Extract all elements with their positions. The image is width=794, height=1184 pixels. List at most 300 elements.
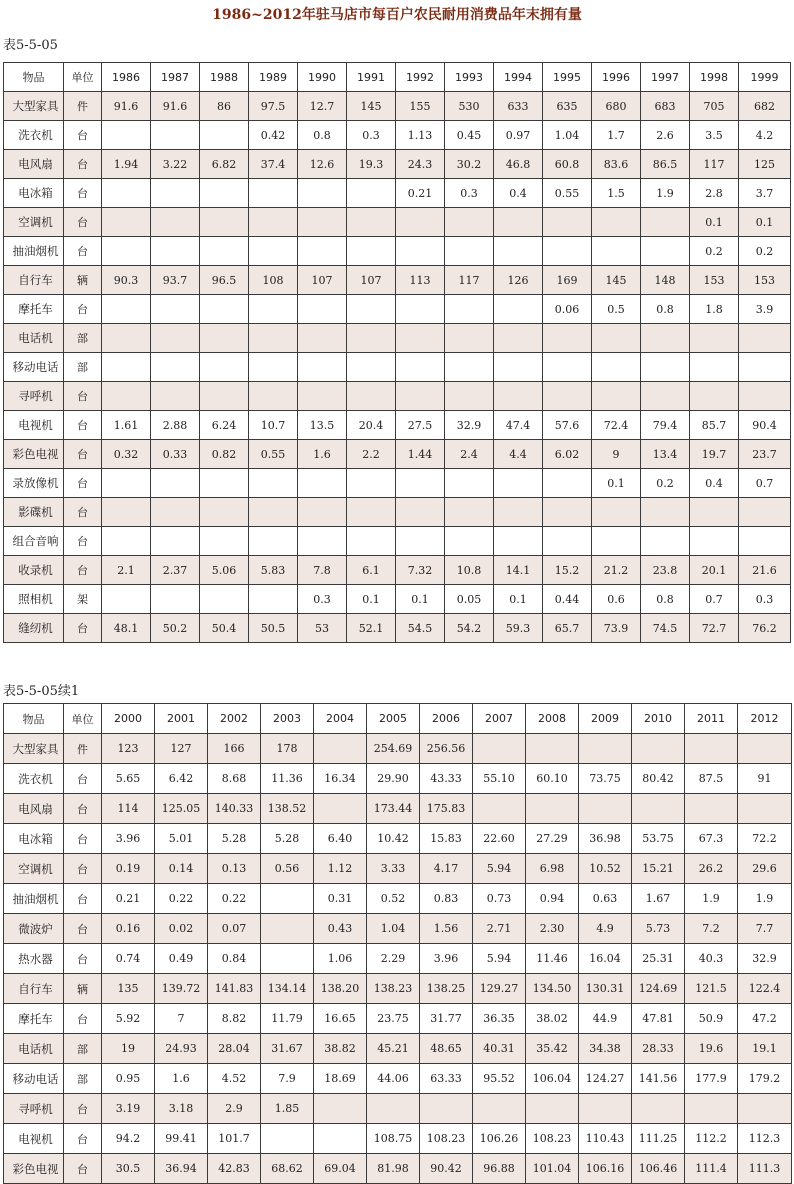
value-cell: 0.05 <box>445 585 494 614</box>
item-unit: 台 <box>64 382 102 411</box>
value-cell: 3.7 <box>739 179 791 208</box>
value-cell <box>543 382 592 411</box>
value-cell <box>298 179 347 208</box>
value-cell: 124.27 <box>579 1064 632 1094</box>
value-cell <box>738 1094 792 1124</box>
header-year: 1997 <box>641 63 690 92</box>
value-cell: 19.1 <box>738 1034 792 1064</box>
value-cell: 72.2 <box>738 824 792 854</box>
item-unit: 台 <box>64 854 102 884</box>
value-cell: 0.3 <box>298 585 347 614</box>
value-cell: 0.1 <box>739 208 791 237</box>
value-cell: 123 <box>102 734 155 764</box>
item-unit: 部 <box>64 1064 102 1094</box>
value-cell <box>347 527 396 556</box>
value-cell: 35.42 <box>526 1034 579 1064</box>
value-cell: 0.5 <box>592 295 641 324</box>
value-cell: 106.16 <box>579 1154 632 1184</box>
value-cell <box>445 237 494 266</box>
value-cell: 22.60 <box>473 824 526 854</box>
value-cell <box>102 498 151 527</box>
value-cell: 15.83 <box>420 824 473 854</box>
value-cell: 0.42 <box>249 121 298 150</box>
value-cell: 0.82 <box>200 440 249 469</box>
value-cell <box>261 914 314 944</box>
value-cell <box>102 382 151 411</box>
table-row <box>4 944 792 974</box>
value-cell: 69.04 <box>314 1154 367 1184</box>
value-cell <box>685 794 738 824</box>
value-cell: 138.20 <box>314 974 367 1004</box>
value-cell: 117 <box>445 266 494 295</box>
value-cell: 113 <box>396 266 445 295</box>
value-cell: 1.67 <box>632 884 685 914</box>
value-cell: 86 <box>200 92 249 121</box>
value-cell: 80.42 <box>632 764 685 794</box>
value-cell <box>151 179 200 208</box>
value-cell: 139.72 <box>155 974 208 1004</box>
header-year: 1990 <box>298 63 347 92</box>
value-cell: 111.25 <box>632 1124 685 1154</box>
header-year: 2006 <box>420 704 473 734</box>
value-cell: 141.83 <box>208 974 261 1004</box>
value-cell <box>641 527 690 556</box>
value-cell <box>494 498 543 527</box>
value-cell: 178 <box>261 734 314 764</box>
value-cell <box>151 237 200 266</box>
item-unit: 台 <box>64 440 102 469</box>
value-cell: 2.6 <box>641 121 690 150</box>
value-cell: 11.79 <box>261 1004 314 1034</box>
value-cell: 85.7 <box>690 411 739 440</box>
item-name: 热水器 <box>4 944 64 974</box>
value-cell: 34.38 <box>579 1034 632 1064</box>
table-row <box>4 614 791 643</box>
header-year: 2008 <box>526 704 579 734</box>
value-cell: 0.1 <box>396 585 445 614</box>
value-cell: 108.23 <box>420 1124 473 1154</box>
value-cell: 13.5 <box>298 411 347 440</box>
value-cell: 26.2 <box>685 854 738 884</box>
item-unit: 台 <box>64 914 102 944</box>
value-cell: 72.4 <box>592 411 641 440</box>
value-cell <box>632 734 685 764</box>
item-name: 寻呼机 <box>4 382 64 411</box>
value-cell: 15.2 <box>543 556 592 585</box>
value-cell: 38.82 <box>314 1034 367 1064</box>
value-cell: 0.21 <box>102 884 155 914</box>
value-cell <box>298 208 347 237</box>
value-cell: 7.8 <box>298 556 347 585</box>
value-cell: 23.7 <box>739 440 791 469</box>
item-unit: 台 <box>64 884 102 914</box>
value-cell <box>102 121 151 150</box>
value-cell <box>249 179 298 208</box>
value-cell: 2.1 <box>102 556 151 585</box>
item-unit: 台 <box>64 295 102 324</box>
header-item: 物品 <box>4 63 64 92</box>
value-cell: 48.1 <box>102 614 151 643</box>
value-cell: 1.56 <box>420 914 473 944</box>
table-row <box>4 884 792 914</box>
value-cell <box>396 324 445 353</box>
value-cell <box>200 121 249 150</box>
item-unit: 台 <box>64 1094 102 1124</box>
value-cell: 50.5 <box>249 614 298 643</box>
value-cell: 1.13 <box>396 121 445 150</box>
item-name: 影碟机 <box>4 498 64 527</box>
value-cell: 138.25 <box>420 974 473 1004</box>
value-cell: 36.35 <box>473 1004 526 1034</box>
value-cell: 23.75 <box>367 1004 420 1034</box>
table-row <box>4 179 791 208</box>
item-unit: 台 <box>64 794 102 824</box>
value-cell <box>685 1094 738 1124</box>
value-cell: 106.26 <box>473 1124 526 1154</box>
value-cell: 90.4 <box>739 411 791 440</box>
value-cell: 96.88 <box>473 1154 526 1184</box>
value-cell: 1.94 <box>102 150 151 179</box>
value-cell: 110.43 <box>579 1124 632 1154</box>
header-year: 1991 <box>347 63 396 92</box>
header-year: 1996 <box>592 63 641 92</box>
value-cell: 13.4 <box>641 440 690 469</box>
value-cell <box>298 295 347 324</box>
value-cell <box>367 1094 420 1124</box>
value-cell: 50.4 <box>200 614 249 643</box>
value-cell: 54.5 <box>396 614 445 643</box>
value-cell: 6.40 <box>314 824 367 854</box>
header-year: 1987 <box>151 63 200 92</box>
value-cell: 8.68 <box>208 764 261 794</box>
value-cell <box>592 237 641 266</box>
value-cell <box>151 295 200 324</box>
value-cell: 24.93 <box>155 1034 208 1064</box>
header-year: 1999 <box>739 63 791 92</box>
value-cell: 32.9 <box>445 411 494 440</box>
value-cell: 1.06 <box>314 944 367 974</box>
value-cell: 0.06 <box>543 295 592 324</box>
value-cell: 20.1 <box>690 556 739 585</box>
value-cell <box>494 237 543 266</box>
value-cell: 6.02 <box>543 440 592 469</box>
value-cell <box>102 295 151 324</box>
table-row <box>4 469 791 498</box>
table1 <box>3 62 791 643</box>
value-cell <box>151 469 200 498</box>
value-cell: 23.8 <box>641 556 690 585</box>
value-cell <box>314 1124 367 1154</box>
value-cell <box>445 469 494 498</box>
value-cell <box>641 498 690 527</box>
header-unit: 单位 <box>64 63 102 92</box>
value-cell: 2.30 <box>526 914 579 944</box>
value-cell: 0.3 <box>347 121 396 150</box>
value-cell: 0.94 <box>526 884 579 914</box>
value-cell <box>690 353 739 382</box>
value-cell <box>249 498 298 527</box>
value-cell <box>526 734 579 764</box>
value-cell: 0.95 <box>102 1064 155 1094</box>
value-cell: 111.3 <box>738 1154 792 1184</box>
value-cell: 31.67 <box>261 1034 314 1064</box>
value-cell <box>347 179 396 208</box>
value-cell: 20.4 <box>347 411 396 440</box>
value-cell: 21.6 <box>739 556 791 585</box>
value-cell <box>445 208 494 237</box>
table-row <box>4 92 791 121</box>
value-cell: 0.52 <box>367 884 420 914</box>
value-cell: 5.65 <box>102 764 155 794</box>
value-cell: 16.04 <box>579 944 632 974</box>
value-cell: 705 <box>690 92 739 121</box>
value-cell: 2.8 <box>690 179 739 208</box>
item-name: 电风扇 <box>4 794 64 824</box>
value-cell: 4.9 <box>579 914 632 944</box>
item-unit: 件 <box>64 734 102 764</box>
table-row <box>4 734 792 764</box>
value-cell <box>200 237 249 266</box>
value-cell: 0.19 <box>102 854 155 884</box>
table-row <box>4 585 791 614</box>
item-unit: 辆 <box>64 974 102 1004</box>
value-cell: 112.2 <box>685 1124 738 1154</box>
value-cell <box>347 295 396 324</box>
value-cell <box>396 295 445 324</box>
header-item: 物品 <box>4 704 64 734</box>
value-cell <box>494 295 543 324</box>
value-cell: 0.21 <box>396 179 445 208</box>
value-cell <box>632 1094 685 1124</box>
value-cell: 1.5 <box>592 179 641 208</box>
header-row <box>4 63 791 92</box>
table-row <box>4 324 791 353</box>
table-row <box>4 1154 792 1184</box>
item-name: 洗衣机 <box>4 764 64 794</box>
value-cell: 91.6 <box>102 92 151 121</box>
value-cell: 0.73 <box>473 884 526 914</box>
table-row <box>4 498 791 527</box>
value-cell: 173.44 <box>367 794 420 824</box>
value-cell: 108 <box>249 266 298 295</box>
value-cell: 2.37 <box>151 556 200 585</box>
item-name: 移动电话 <box>4 1064 64 1094</box>
table-row <box>4 353 791 382</box>
value-cell: 169 <box>543 266 592 295</box>
value-cell: 29.6 <box>738 854 792 884</box>
value-cell <box>445 527 494 556</box>
value-cell: 7.32 <box>396 556 445 585</box>
item-unit: 台 <box>64 411 102 440</box>
value-cell <box>151 498 200 527</box>
value-cell <box>641 324 690 353</box>
value-cell <box>592 353 641 382</box>
value-cell: 0.13 <box>208 854 261 884</box>
value-cell: 4.2 <box>739 121 791 150</box>
value-cell: 53.75 <box>632 824 685 854</box>
table-row <box>4 1034 792 1064</box>
value-cell: 0.1 <box>690 208 739 237</box>
value-cell: 24.3 <box>396 150 445 179</box>
value-cell: 0.07 <box>208 914 261 944</box>
value-cell <box>739 382 791 411</box>
item-unit: 件 <box>64 92 102 121</box>
header-year: 1994 <box>494 63 543 92</box>
header-year: 1988 <box>200 63 249 92</box>
header-year: 1998 <box>690 63 739 92</box>
value-cell: 28.33 <box>632 1034 685 1064</box>
value-cell <box>151 353 200 382</box>
value-cell: 0.22 <box>208 884 261 914</box>
item-name: 电风扇 <box>4 150 64 179</box>
value-cell: 44.9 <box>579 1004 632 1034</box>
value-cell: 3.9 <box>739 295 791 324</box>
value-cell: 179.2 <box>738 1064 792 1094</box>
value-cell: 7.9 <box>261 1064 314 1094</box>
value-cell: 11.46 <box>526 944 579 974</box>
table-row <box>4 1094 792 1124</box>
value-cell: 5.06 <box>200 556 249 585</box>
value-cell <box>473 734 526 764</box>
value-cell: 0.55 <box>249 440 298 469</box>
value-cell: 59.3 <box>494 614 543 643</box>
value-cell: 55.10 <box>473 764 526 794</box>
value-cell: 145 <box>347 92 396 121</box>
value-cell: 5.01 <box>155 824 208 854</box>
value-cell: 0.32 <box>102 440 151 469</box>
value-cell <box>592 382 641 411</box>
value-cell <box>494 382 543 411</box>
value-cell: 3.5 <box>690 121 739 150</box>
value-cell: 19.7 <box>690 440 739 469</box>
header-year: 1989 <box>249 63 298 92</box>
table-row <box>4 1064 792 1094</box>
value-cell: 16.34 <box>314 764 367 794</box>
value-cell <box>261 944 314 974</box>
value-cell <box>347 353 396 382</box>
value-cell: 52.1 <box>347 614 396 643</box>
item-name: 自行车 <box>4 974 64 1004</box>
value-cell <box>151 382 200 411</box>
value-cell: 91 <box>738 764 792 794</box>
value-cell: 111.4 <box>685 1154 738 1184</box>
value-cell: 94.2 <box>102 1124 155 1154</box>
value-cell <box>347 208 396 237</box>
item-unit: 台 <box>64 824 102 854</box>
value-cell <box>200 295 249 324</box>
value-cell <box>396 237 445 266</box>
value-cell <box>685 734 738 764</box>
value-cell: 1.9 <box>738 884 792 914</box>
value-cell: 5.92 <box>102 1004 155 1034</box>
table2-label: 表5-5-05续1 <box>3 684 80 699</box>
value-cell: 32.9 <box>738 944 792 974</box>
value-cell <box>445 498 494 527</box>
value-cell <box>738 794 792 824</box>
value-cell <box>298 353 347 382</box>
value-cell: 3.19 <box>102 1094 155 1124</box>
table-row <box>4 266 791 295</box>
value-cell: 635 <box>543 92 592 121</box>
value-cell: 47.4 <box>494 411 543 440</box>
item-unit: 台 <box>64 944 102 974</box>
value-cell: 107 <box>347 266 396 295</box>
value-cell <box>347 237 396 266</box>
value-cell: 27.29 <box>526 824 579 854</box>
value-cell: 60.8 <box>543 150 592 179</box>
value-cell: 125.05 <box>155 794 208 824</box>
value-cell <box>543 208 592 237</box>
value-cell: 145 <box>592 266 641 295</box>
value-cell: 3.33 <box>367 854 420 884</box>
value-cell: 42.83 <box>208 1154 261 1184</box>
value-cell: 0.1 <box>494 585 543 614</box>
table-row <box>4 854 792 884</box>
value-cell: 1.61 <box>102 411 151 440</box>
value-cell <box>200 527 249 556</box>
value-cell: 0.63 <box>579 884 632 914</box>
header-year: 2007 <box>473 704 526 734</box>
value-cell: 19.3 <box>347 150 396 179</box>
value-cell <box>347 469 396 498</box>
value-cell <box>249 585 298 614</box>
value-cell <box>592 498 641 527</box>
value-cell: 3.22 <box>151 150 200 179</box>
value-cell <box>151 585 200 614</box>
item-name: 电冰箱 <box>4 824 64 854</box>
item-name: 电冰箱 <box>4 179 64 208</box>
value-cell <box>579 734 632 764</box>
value-cell: 1.04 <box>543 121 592 150</box>
value-cell <box>298 469 347 498</box>
value-cell <box>102 527 151 556</box>
value-cell <box>739 324 791 353</box>
value-cell: 48.65 <box>420 1034 473 1064</box>
item-name: 空调机 <box>4 208 64 237</box>
item-name: 移动电话 <box>4 353 64 382</box>
header-year: 2010 <box>632 704 685 734</box>
value-cell: 6.1 <box>347 556 396 585</box>
value-cell: 2.4 <box>445 440 494 469</box>
value-cell <box>473 794 526 824</box>
value-cell <box>314 734 367 764</box>
value-cell: 0.2 <box>690 237 739 266</box>
value-cell <box>249 353 298 382</box>
value-cell: 0.3 <box>445 179 494 208</box>
value-cell <box>200 585 249 614</box>
value-cell: 73.75 <box>579 764 632 794</box>
value-cell: 134.50 <box>526 974 579 1004</box>
value-cell <box>396 498 445 527</box>
value-cell: 74.5 <box>641 614 690 643</box>
value-cell: 3.18 <box>155 1094 208 1124</box>
item-unit: 台 <box>64 498 102 527</box>
item-unit: 台 <box>64 1124 102 1154</box>
value-cell: 12.6 <box>298 150 347 179</box>
value-cell: 135 <box>102 974 155 1004</box>
value-cell <box>347 498 396 527</box>
value-cell: 19.6 <box>685 1034 738 1064</box>
item-name: 组合音响 <box>4 527 64 556</box>
value-cell: 40.3 <box>685 944 738 974</box>
value-cell <box>298 498 347 527</box>
value-cell: 79.4 <box>641 411 690 440</box>
value-cell <box>690 498 739 527</box>
value-cell: 5.94 <box>473 854 526 884</box>
value-cell <box>102 353 151 382</box>
item-name: 抽油烟机 <box>4 237 64 266</box>
value-cell: 5.94 <box>473 944 526 974</box>
